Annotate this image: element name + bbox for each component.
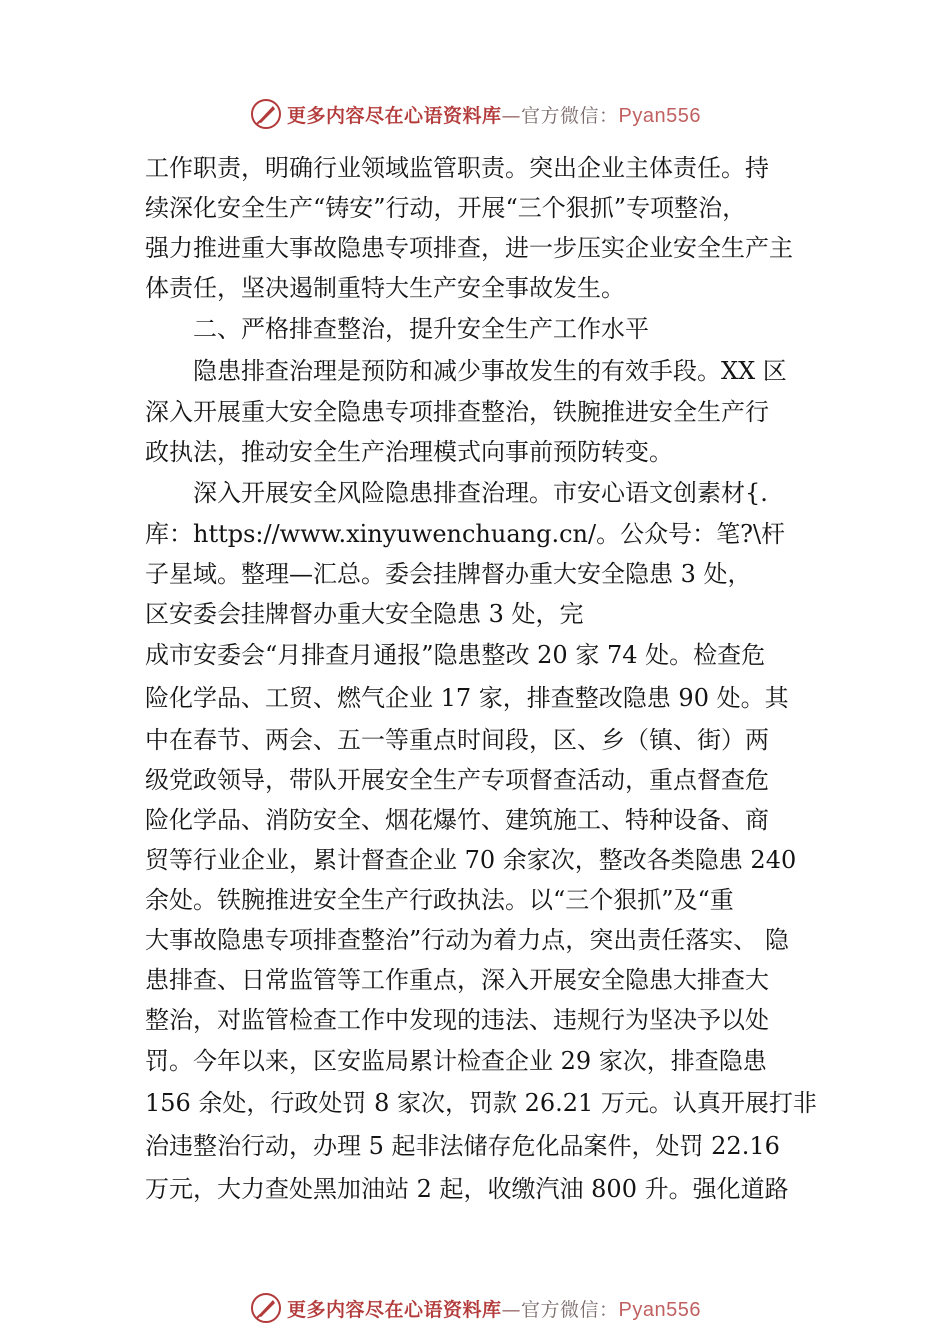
banner-site-name: 更多内容尽在心语资料库 [287, 1298, 502, 1321]
banner-wechat-label: 官方微信： [521, 104, 619, 127]
text-line: 治违整治行动，办理 5 起非法储存危化品案件，处罚 22.16 [145, 1132, 780, 1160]
text-line: 贸等行业企业，累计督查企业 70 余家次，整改各类隐患 240 [145, 846, 797, 874]
quill-logo-icon [249, 97, 283, 131]
text-line: 大事故隐患专项排查整治”行动为着力点，突出责任落实、 隐 [145, 926, 789, 954]
banner-wechat-id: Pyan556 [618, 1298, 701, 1321]
document-body [145, 148, 825, 1211]
text-line: 强力推进重大事故隐患专项排查，进一步压实企业安全生产主 [145, 234, 793, 262]
text-line: 子星域。整理—汇总。委会挂牌督办重大安全隐患 3 处， [145, 560, 752, 588]
banner-site-name: 更多内容尽在心语资料库 [287, 104, 502, 127]
header-watermark-banner [0, 94, 950, 134]
text-line: 政执法，推动安全生产治理模式向事前预防转变。 [145, 438, 673, 466]
text-line: 级党政领导，带队开展安全生产专项督查活动，重点督查危 [145, 766, 769, 794]
text-line: 整治，对监管检查工作中发现的违法、违规行为坚决予以处 [145, 1006, 769, 1034]
banner-text [287, 1295, 701, 1322]
text-line: 万元，大力查处黑加油站 2 起，收缴汽油 800 升。强化道路 [145, 1175, 789, 1203]
text-line: 深入开展安全风险隐患排查治理。市安心语文创素材{. [193, 479, 768, 507]
text-line: 156 余处，行政处罚 8 家次，罚款 26.21 万元。认真开展打非 [145, 1089, 817, 1117]
banner-text [287, 101, 701, 128]
text-line: 余处。铁腕推进安全生产行政执法。以“三个狠抓”及“重 [145, 886, 734, 914]
text-line: 险化学品、工贸、燃气企业 17 家，排查整改隐患 90 处。其 [145, 684, 789, 712]
quill-logo-icon [249, 1291, 283, 1325]
text-line: 库：https://www.xinyuwenchuang.cn/。公众号：笔?\杆 [145, 520, 786, 548]
banner-wechat-label: 官方微信： [521, 1298, 619, 1321]
text-line: 深入开展重大安全隐患专项排查整治，铁腕推进安全生产行 [145, 398, 769, 426]
banner-dash: — [501, 1298, 522, 1321]
text-line: 工作职责，明确行业领域监管职责。突出企业主体责任。持 [145, 154, 769, 182]
banner-wechat-id: Pyan556 [618, 104, 701, 127]
text-line: 中在春节、两会、五一等重点时间段，区、乡（镇、街）两 [145, 726, 769, 754]
text-line: 区安委会挂牌督办重大安全隐患 3 处，完 [145, 600, 584, 628]
text-line: 成市安委会“月排查月通报”隐患整改 20 家 74 处。检查危 [145, 641, 766, 669]
footer-watermark-banner [0, 1288, 950, 1328]
text-line: 罚。今年以来，区安监局累计检查企业 29 家次，排查隐患 [145, 1047, 767, 1075]
banner-dash: — [501, 104, 522, 127]
text-line: 险化学品、消防安全、烟花爆竹、建筑施工、特种设备、商 [145, 806, 769, 834]
section-heading: 二、严格排查整治，提升安全生产工作水平 [193, 315, 649, 343]
text-line: 患排查、日常监管等工作重点，深入开展安全隐患大排查大 [145, 966, 769, 994]
text-line: 续深化安全生产“铸安”行动，开展“三个狠抓”专项整治， [145, 194, 747, 222]
text-line: 体责任，坚决遏制重特大生产安全事故发生。 [145, 274, 625, 302]
text-line: 隐患排查治理是预防和减少事故发生的有效手段。XX 区 [193, 357, 787, 385]
